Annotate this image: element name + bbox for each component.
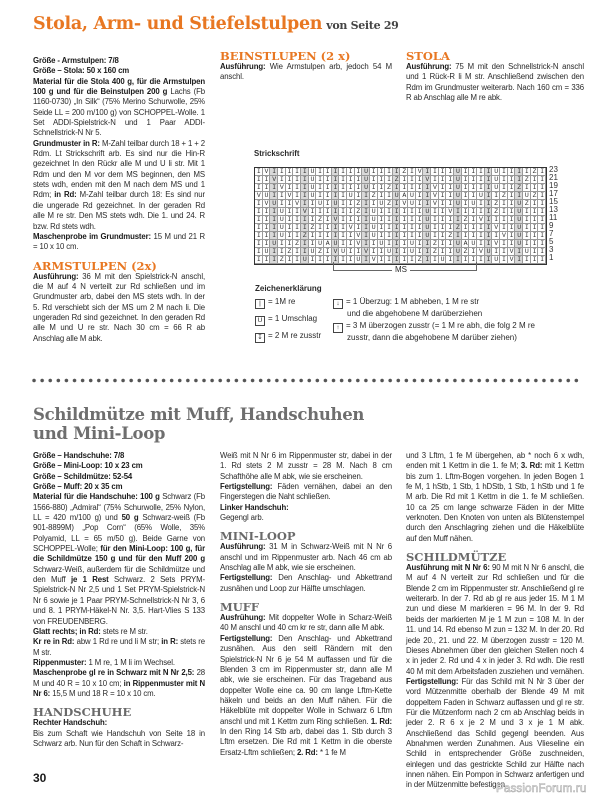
- chart-row: VUIIVIIUIIIIUIIZIIUAUIIVIIUIIUIIZIIUZI: [256, 192, 548, 199]
- bold-label: Material für die Handschuhe: 100 g: [33, 492, 160, 502]
- bold-label: Fertigstellung:: [220, 573, 273, 583]
- paragraph: [33, 482, 205, 492]
- body-text: und 3 Lftm, 1 fe M übergehen, ab * noch 6 x wdh, enden mit 1 Kettm in die 1. fe M;: [406, 451, 584, 471]
- legend-text-cont: und die abgehobene M darüberziehen: [347, 309, 483, 318]
- section-heading: SCHILDMÜTZE: [406, 550, 507, 565]
- body-text: stets re M str.: [100, 626, 148, 636]
- body-text: Weiß mit N Nr 6 im Rippenmuster str, dabei in der 1. Rd stets 2 M zusstr = 28 M. Nach 8 cm Schafthöhe alle M abk, wie sie erscheinen.: [220, 451, 392, 481]
- body-text: mit 1 Kettm bis zum 1. Lftm-Bogen vorgehen. In jeden Bogen 1 fe M, 1 hStb, 1 Stb, 1 hDStb, 1 Stb, 1 hStb und 1 fe M arb. Die Rd mit 1 Kettm in die 1. fe M schließen. 10 ca 25 cm lange schwarze Fäden in der Mitte verknoten. Den Knoten von unten als Blütenstempel durch den Anschlagring ziehen und die Häkelblüte auf den Muff nähen.: [406, 461, 584, 543]
- page-title: [33, 14, 399, 34]
- body-text: Fäden vernähen, dabei an den Fingerstegen die Naht schließen.: [220, 482, 392, 502]
- body-text: Mit doppelter Wolle in Scharz-Weiß 40 M anschl und 40 cm kr re str, dann alle M abk.: [220, 613, 392, 633]
- paragraph: [406, 563, 584, 791]
- paragraph: [33, 637, 205, 658]
- bold-label: Rippenmuster:: [33, 657, 87, 667]
- paragraph: [33, 472, 205, 482]
- bold-label: Größe – Stola: 50 x 160 cm: [33, 66, 130, 76]
- body-text: 28 M und 40 R = 10 x 10 cm;: [33, 668, 206, 688]
- paragraph: [33, 232, 205, 253]
- row-label: 11: [549, 213, 558, 222]
- bold-label: Material für die Stola 400 g, für die Armstulpen 100 g und für die Beinstulpen 200 g: [33, 76, 205, 97]
- bold-label: in Rippenmuster mit N Nr 6:: [33, 678, 205, 698]
- bold-label: Glatt rechts; in Rd:: [33, 626, 101, 636]
- paragraph: [33, 658, 205, 668]
- paragraph: [220, 573, 392, 594]
- paragraph: [220, 482, 392, 503]
- bold-label: Linker Handschuh:: [220, 502, 289, 512]
- body-text: Schwarz. 2 Sets PRYM-Spielstrick-N Nr 2,5 und 1 Set PRYM-Spielstrick-N Nr 6 sowie je 1 Paar PRYM-Schnellstrick-N Nr 3, 6 und 8. 1 PRYM-Häkel-N Nr. 3,5. Hart-Vlies S 133 von FREUDENBERG.: [33, 575, 205, 626]
- legend-text: = 2 M re zusstr: [268, 331, 322, 340]
- body-text: Den Anschlag- und Abkettrand zusnähen. Aus den seitl Rändern mit den Spielstrick-N Nr 6 je 54 M auffassen und für die Blenden 3 cm im Rippenmuster str, dann alle M abk, wie sie erscheinen. Für das Trageband aus doppelter Wolle eine ca. 90 cm lange Lftm-Kette häkeln und beids an den Muff nähen. Für die Häkelblüte mit doppelter Wolle in Schwarz 6 Lftm anschl und mit 1 Kettm zum Ring schließen.: [220, 633, 392, 726]
- chart-row: IIIVIIIUIIIIIIUIIZIIIIIVIIUIIIIUIIZIII: [256, 184, 548, 191]
- bold-label: 1. Rd:: [370, 716, 392, 726]
- bold-label: Größe - Armstulpen: 7/8: [33, 56, 119, 65]
- legend-symbol-icon: ↧: [255, 333, 265, 343]
- chart-row: IIIUIIVIIIIIIZIUIIIIIIUIIVIIIIIZIIUIII: [256, 208, 548, 215]
- paragraph: [33, 77, 205, 139]
- top-right-column: [406, 50, 584, 103]
- body-text: 15 M und 21 R = 10 x 10 cm.: [33, 231, 205, 252]
- page-number: 30: [33, 771, 47, 785]
- paragraph: [406, 62, 584, 103]
- section-heading: BEINSTLUPEN (2 x): [220, 49, 351, 63]
- body-text: In den Ring 14 Stb arb, dabei das 1. Stb durch 3 Lftm ersetzen. Die Rd mit 1 Kettm in die oberste Ersatz-Lftm schließen;: [220, 726, 392, 757]
- body-text: M-Zahl teilbar durch 18: Es sind nur die ungerade Rd gezeichnet. In der geraden Rd alle M re str. Den MS stets wdh. Die 1. und 24. R bzw. Rd stets wdh.: [33, 190, 205, 231]
- legend-symbol-icon: ↓: [333, 299, 343, 309]
- body-text: Den Anschlag- und Abkettrand zusnähen und Loop zur Hälfte umschlagen.: [220, 573, 392, 593]
- section-title: Schildmütze mit Muff, Handschuhen und Mini-Loop: [33, 405, 365, 443]
- bold-label: 2. Rd:: [296, 747, 318, 757]
- row-label: 19: [549, 181, 558, 190]
- bottom-middle-column: [220, 451, 392, 758]
- bold-label: Maschenprobe im Grundmuster:: [33, 231, 152, 241]
- legend-symbol-icon: U: [255, 316, 265, 326]
- dotted-divider: [30, 378, 580, 383]
- body-text: M-Zahl teilbar durch 18 + 1 + 2 Rdm. Lt Strickschrift arb. Es sind nur die Hin-R gezeichnet In den Rückr alle M und U li str. Mit 1 Rdm und den M vor dem MS beginnen, den MS stets wdh, enden mit den M nach dem MS und 1 Rdm;: [33, 138, 205, 200]
- bottom-left-column: [33, 451, 205, 749]
- legend-symbol-icon: ↑: [333, 323, 343, 333]
- row-label: 1: [549, 253, 554, 262]
- paragraph: [33, 56, 205, 66]
- paragraph: [220, 503, 392, 513]
- paragraph: [33, 461, 205, 471]
- title-text: Stola, Arm- und Stiefelstulpen: [33, 14, 323, 34]
- section-heading: HANDSCHUHE: [33, 705, 132, 720]
- bold-label: je 1 Rest: [70, 575, 109, 585]
- bold-label: Ausfrühung:: [220, 613, 266, 623]
- row-label: 23: [549, 165, 558, 174]
- body-text: Schwarz-weiß (Fb 901-8899M) „Pop Corn“ (65% Wolle, 35% Polyamid, LL = 65 m/50 g). Beide Garne von SCHOPPEL-Wolle;: [33, 513, 205, 554]
- bold-label: Ausführung:: [406, 62, 452, 71]
- bold-label: Maschenprobe gl re in Schwarz mit N Nr 2,5:: [33, 668, 195, 678]
- body-text: Wie Armstulpen arb, jedoch 54 M anschl.: [220, 62, 392, 82]
- paragraph: [33, 451, 205, 461]
- legend-title: Zeichenerklärung: [255, 284, 322, 293]
- paragraph: [220, 451, 392, 482]
- legend-text: = 1 Umschlag: [268, 314, 318, 323]
- body-text: stets re M str.: [33, 637, 205, 657]
- bold-label: Ausführung:: [220, 62, 266, 71]
- pattern-repeat-bracket: [333, 262, 477, 274]
- row-label: 5: [549, 237, 554, 246]
- row-label: 9: [549, 221, 554, 230]
- section-heading: STOLA: [406, 49, 450, 63]
- paragraph: [33, 492, 205, 626]
- row-label: 15: [549, 197, 558, 206]
- body-text: 1 M re, 1 M li im Wechsel.: [86, 657, 175, 667]
- paragraph: [33, 729, 205, 750]
- chart-row: IVUIIVIIUIUIIZIIUZIVUIIVIIUIUIIZIIUZII: [256, 200, 548, 207]
- bold-label: Ausführung:: [220, 542, 266, 552]
- chart-row: IUIIZIIUZIVUIIVIIUIIUIIZIIUZIVUIIVIUII: [256, 248, 548, 255]
- legend-text-cont: zusstr, dann die abgehobene M darüber ziehen): [347, 333, 517, 342]
- body-text: 75 M mit den Schnellstrick-N anschl und 1 Rück-R li M str. Anschließend zwischen den Rdm im Grundmuster weiterarb. Nach 160 cm = 336 R ab Anschlag alle M re abk.: [406, 62, 584, 103]
- bold-label: 3. Rd:: [520, 461, 543, 471]
- bold-label: Größe – Handschuhe: 7/8: [33, 451, 125, 460]
- bold-label: Kr re in Rd:: [33, 637, 75, 647]
- chart-title: Strickschrift: [254, 149, 300, 158]
- repeat-label: MS: [392, 265, 410, 274]
- bold-label: in Rd:: [54, 190, 77, 200]
- legend-symbol-icon: |: [255, 299, 265, 309]
- row-label: 3: [549, 245, 554, 254]
- chart-row: IIIUIIIIZIVIIIIUIIIIIIUIIIIZIVIIIIUIII: [256, 216, 548, 223]
- body-text: abw 1 Rd re und li M str;: [74, 637, 162, 647]
- legend-item: [255, 314, 317, 326]
- section-heading: MINI-LOOP: [220, 529, 296, 544]
- row-label: 7: [549, 229, 554, 238]
- bold-label: Ausführung mit N Nr 6:: [406, 563, 490, 573]
- body-text: Für das Schild mit N Nr 3 über der vord Mützenmitte oberhalb der Blende 49 M mit doppeltem Faden in Schwarz auffassen und gl re str. Für die Mützenform nach 2 cm ab Anschlag beids in jeder 2. R 6 x je 2 M und 3 x je 1 M abk. Anschließend das Schild gegengl beenden. Aus Abnahmen werden Zunahmen. Aus Vlieseline ein Schild in entsprechender Größe zuschneiden, einlegen und das gestrickte Schild zur Hälfte nach innen nähen. Ein Pompon in Schwarz anfertigen und in der Mützenmitte befestigen.: [406, 676, 584, 790]
- paragraph: [220, 634, 392, 758]
- paragraph: [33, 66, 205, 76]
- legend-item: [333, 297, 482, 319]
- paragraph: [220, 542, 392, 573]
- paragraph: [220, 513, 392, 523]
- chart-row: IIIUIIZIIIIIIVIUIIIIIIUIIZIIIIIIVIUIII: [256, 232, 548, 239]
- paragraph: [220, 62, 392, 83]
- legend-item: [333, 321, 535, 343]
- bold-label: Größe – Muff: 20 x 35 cm: [33, 482, 123, 492]
- paragraph: [33, 668, 205, 699]
- row-label: 17: [549, 189, 558, 198]
- row-label: 21: [549, 173, 558, 182]
- body-text: * 1 fe M: [317, 747, 346, 757]
- from-page-ref: von Seite 29: [326, 19, 399, 32]
- body-text: Schwarz-Weiß, außerdem für die Schildmütze und den Muff: [33, 564, 205, 585]
- chart-row-labels: [549, 166, 558, 262]
- bottom-right-column: [406, 451, 584, 791]
- top-left-column: [33, 56, 205, 344]
- body-text: 90 M mit N Nr 6 anschl, die M auf 4 N verteilt zur Rd schließen und für die Blende 2 cm im Rippenmuster str. Anschließend gl re weiterarb. In der 7. Rd ab gl re aus jeder 15. M 1 M zun und diese M markieren = 96 M. In der 9. Rd beids der markierten M je 1 M zun = 108 M. In der 11. und 14. Rd ebenso M zun = 132 M. In der 20. Rd jede 20., 21. und 22. M überzogen zusstr = 120 M. Dieses Abnehmen über den gleichen Stellen noch 4 x in jeder 2. Rd und 4 x in jeder 3. Rd wdh. Die restl 40 M mit dem Arbeitsfaden zusziehen und vernähen.: [406, 563, 585, 676]
- bold-label: Ausführung:: [33, 271, 79, 281]
- section-heading: ARMSTULPEN (2x): [33, 258, 157, 273]
- legend-item: [255, 297, 295, 309]
- bold-label: Fertigstellung:: [220, 482, 273, 492]
- chart-row: IIIUIIIZIIIIVIIUIIIIIIUIIIZIIIIVIIUIII: [256, 224, 548, 231]
- bold-label: Fertigstellung:: [406, 676, 459, 686]
- body-text: 31 M in Schwarz-Weiß mit N Nr 6 anschl und im Rippenmuster arb. Nach 46 cm ab Anschlag alle M abk, wie sie erscheinen.: [220, 542, 392, 573]
- paragraph: [33, 627, 205, 637]
- bold-label: Größe – Mini-Loop: 10 x 23 cm: [33, 461, 143, 471]
- paragraph: [33, 272, 205, 344]
- legend-text: = 3 M überzogen zusstr (= 1 M re abh, die folg 2 M re: [346, 321, 535, 330]
- body-text: Gegengl arb.: [220, 513, 264, 523]
- chart-row: IIUIIZIIUAUIIVIIUIIIUIIZIIUAUIIVIIUIII: [256, 240, 548, 247]
- bold-label: Rechter Handschuh:: [33, 718, 108, 728]
- bold-label: Fertigstellung:: [220, 633, 273, 643]
- body-text: Lachs (Fb 1160-0730) „In Silk“ (75% Merino Schurwolle, 25% Seide LL = 200 m/100 g) von SCHOPPEL-Wolle. 1 Set ADDI-Spielstrick-N und 1 Paar ADDI-Schnellstrick-N Nr 5.: [33, 87, 205, 138]
- body-text: 36 M mit den Spielstrick-N anschl, die M auf 4 N verteilt zur Rd schließen und im Grundmuster arb, dabei den MS stets wdh. In der 5. Rd verschiebt sich der MS um 2 M nach li. Die ungeraden Rd sind gezeichnet. In den geraden Rd alle M und U re str. Nach 30 cm = 66 R ab Anschlag alle M abk.: [33, 271, 205, 343]
- paragraph: [33, 718, 205, 728]
- knitting-chart-rows: [255, 168, 548, 264]
- chart-row: IVIIIIIUIIIIIIUIIIIZIVIIIIUIIIIUIIIIZI: [256, 168, 548, 175]
- chart-row: IIVIIIIUIIIIIIUIIIZIIIVIIIUIIIIUIIIZII: [256, 176, 548, 183]
- watermark: PassionForum.ru: [496, 783, 587, 795]
- paragraph: [406, 451, 584, 544]
- bold-label: für den Mini-Loop: 100 g, für die Schildmütze 150 g und für den Muff 200 g: [33, 544, 205, 564]
- body-text: Schwarz (Fb 1566-880) „Admiral“ (75% Schurwolle, 25% Nylon, LL = 420 m/100 g) und: [33, 492, 205, 523]
- body-text: 15,5 M und 18 R = 10 x 10 cm.: [50, 688, 156, 698]
- legend-text: = 1 Überzug: 1 M abheben, 1 M re str: [346, 297, 480, 306]
- bold-label: Größe – Schildmütze: 52-54: [33, 471, 133, 481]
- section-heading: MUFF: [220, 600, 260, 615]
- bold-label: Grundmuster in R:: [33, 138, 100, 148]
- bold-label: 50 g: [121, 513, 139, 523]
- chart-row: IIIZIIUIIIIIIUIVIIIIIZIIUIIIIIIUIVIIII: [256, 256, 548, 263]
- top-middle-column: [220, 50, 392, 83]
- paragraph: [220, 613, 392, 634]
- paragraph: [33, 139, 205, 232]
- legend-text: = 1M re: [268, 297, 296, 306]
- row-label: 13: [549, 205, 558, 214]
- body-text: Bis zum Schaft wie Handschuh von Seite 18 in Schwarz arb. Nun für den Schaft in Schwarz-: [33, 728, 205, 748]
- legend-item: [255, 331, 321, 343]
- bold-label: in R:: [161, 637, 179, 647]
